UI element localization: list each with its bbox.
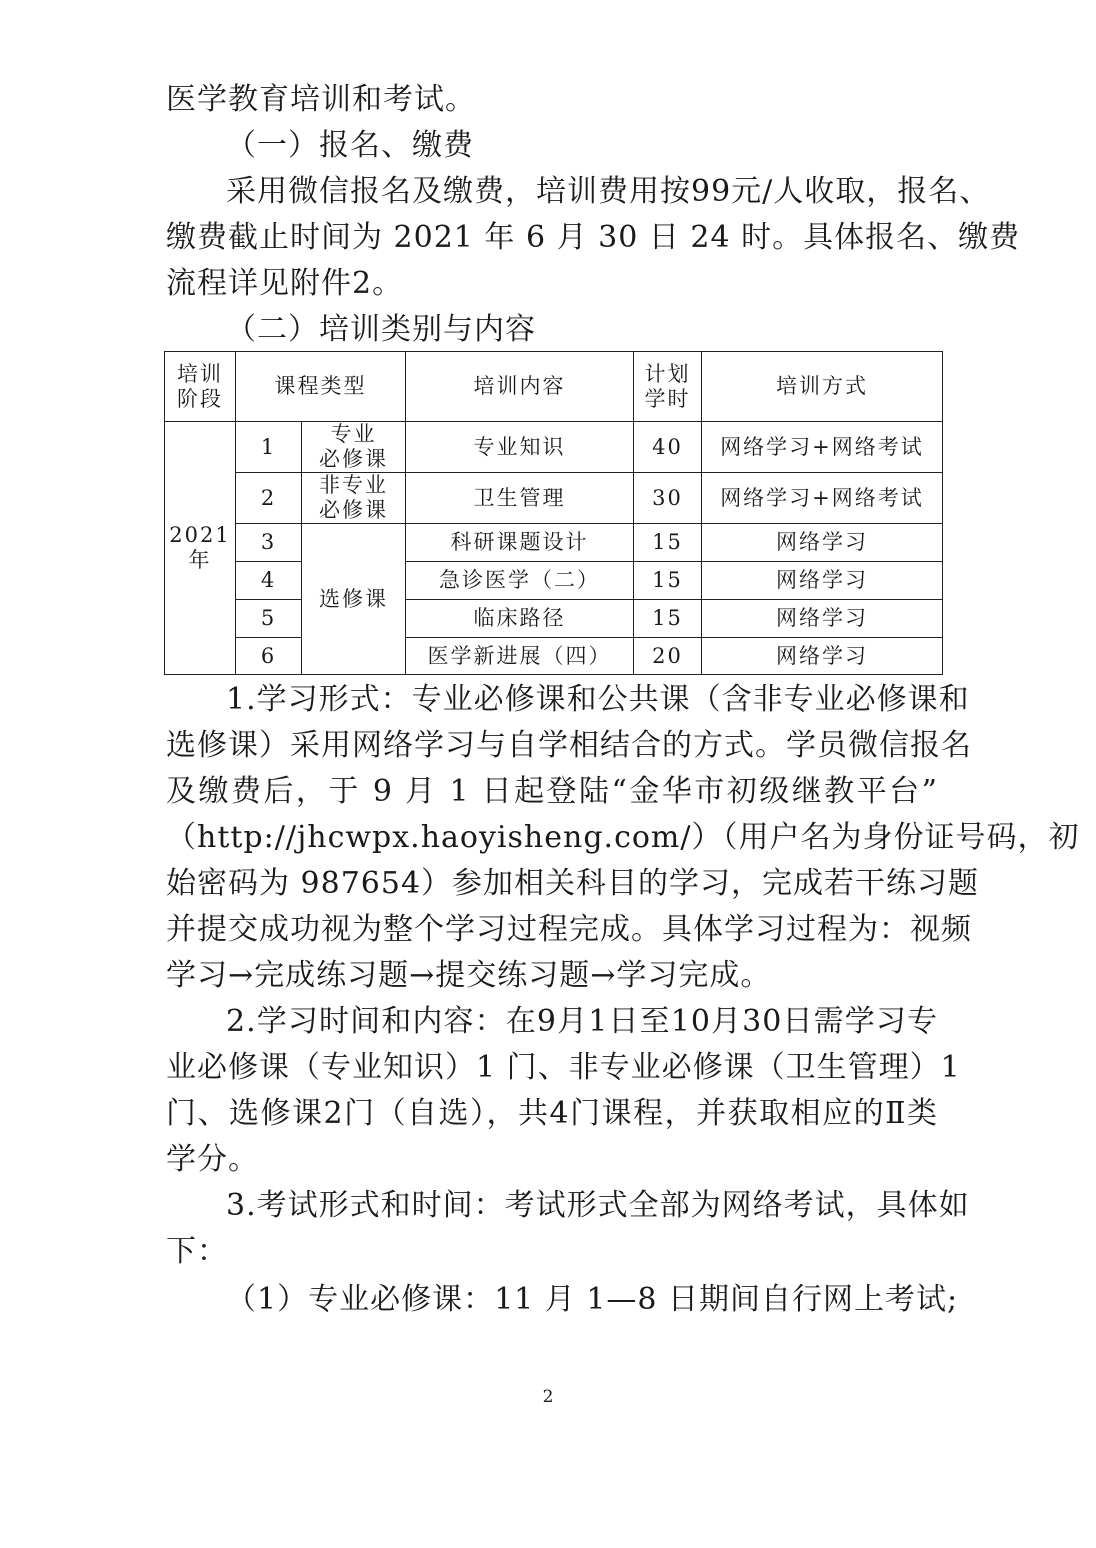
page-number: 2 — [542, 1387, 554, 1407]
content-cell: 临床路径 — [406, 600, 634, 638]
method-cell: 网络学习 — [702, 524, 943, 562]
table-row — [165, 422, 943, 473]
table-row — [165, 638, 943, 675]
method-cell: 网络学习 — [702, 638, 943, 675]
content-cell: 卫生管理 — [406, 473, 634, 524]
study-time-line: 2.学习时间和内容：在9月1日至10月30日需学习专 — [226, 1004, 938, 1039]
header-stage: 培训 阶段 — [165, 352, 236, 422]
method-cell: 网络学习 — [702, 600, 943, 638]
registration-text-line: 流程详见附件2。 — [166, 266, 404, 301]
study-time-line: 门、选修课2门（自选），共4门课程，并获取相应的Ⅱ类 — [166, 1096, 938, 1131]
table-row — [165, 600, 943, 638]
header-method: 培训方式 — [702, 352, 943, 422]
method-cell: 网络学习+网络考试 — [702, 422, 943, 473]
table-row — [165, 524, 943, 562]
course-type-cell: 非专业 必修课 — [302, 473, 406, 524]
study-format-line: 并提交成功视为整个学习过程完成。具体学习过程为：视频 — [166, 912, 972, 947]
header-content: 培训内容 — [406, 352, 634, 422]
study-time-line: 业必修课（专业知识）1 门、非专业必修课（卫生管理）1 — [166, 1050, 961, 1085]
hours-cell: 15 — [634, 562, 702, 600]
row-number: 5 — [236, 600, 302, 638]
study-format-line: 1.学习形式：专业必修课和公共课（含非专业必修课和 — [226, 682, 970, 717]
study-format-line: （http://jhcwpx.haoyisheng.com/）（用户名为身份证号码，初 — [166, 820, 1080, 855]
hours-cell: 15 — [634, 524, 702, 562]
hours-cell: 15 — [634, 600, 702, 638]
section-heading-training-content: （二）培训类别与内容 — [226, 312, 536, 347]
registration-text-line: 缴费截止时间为 2021 年 6 月 30 日 24 时。具体报名、缴费 — [166, 220, 1021, 255]
paragraph-continuation: 医学教育培训和考试。 — [166, 82, 476, 117]
exam-format-line: 下： — [166, 1234, 228, 1269]
row-number: 2 — [236, 473, 302, 524]
exam-item-line: （1）专业必修课：11 月 1—8 日期间自行网上考试; — [226, 1282, 959, 1317]
method-cell: 网络学习 — [702, 562, 943, 600]
hours-cell: 30 — [634, 473, 702, 524]
header-hours: 计划 学时 — [634, 352, 702, 422]
table-row — [165, 473, 943, 524]
hours-cell: 40 — [634, 422, 702, 473]
exam-format-line: 3.考试形式和时间：考试形式全部为网络考试，具体如 — [226, 1188, 970, 1223]
row-number: 1 — [236, 422, 302, 473]
method-cell: 网络学习+网络考试 — [702, 473, 943, 524]
study-time-line: 学分。 — [166, 1142, 259, 1177]
content-cell: 急诊医学（二） — [406, 562, 634, 600]
study-format-line: 始密码为 987654）参加相关科目的学习，完成若干练习题 — [166, 866, 980, 901]
content-cell: 专业知识 — [406, 422, 634, 473]
study-format-line: 学习→完成练习题→提交练习题→学习完成。 — [166, 958, 772, 993]
study-format-line: 选修课）采用网络学习与自学相结合的方式。学员微信报名 — [166, 728, 972, 763]
course-table — [164, 351, 943, 675]
course-type-cell: 专业 必修课 — [302, 422, 406, 473]
row-number: 4 — [236, 562, 302, 600]
section-heading-registration: （一）报名、缴费 — [226, 128, 474, 163]
content-cell: 科研课题设计 — [406, 524, 634, 562]
table-header-row — [165, 352, 943, 422]
row-number: 6 — [236, 638, 302, 675]
stage-cell: 2021 年 — [165, 422, 236, 675]
row-number: 3 — [236, 524, 302, 562]
study-format-line: 及缴费后，于 9 月 1 日起登陆“金华市初级继教平台” — [166, 774, 938, 809]
header-course-type: 课程类型 — [236, 352, 406, 422]
registration-text-line: 采用微信报名及缴费，培训费用按99元/人收取，报名、 — [226, 174, 991, 209]
table-row — [165, 562, 943, 600]
hours-cell: 20 — [634, 638, 702, 675]
content-cell: 医学新进展（四） — [406, 638, 634, 675]
elective-type-cell: 选修课 — [302, 524, 406, 675]
